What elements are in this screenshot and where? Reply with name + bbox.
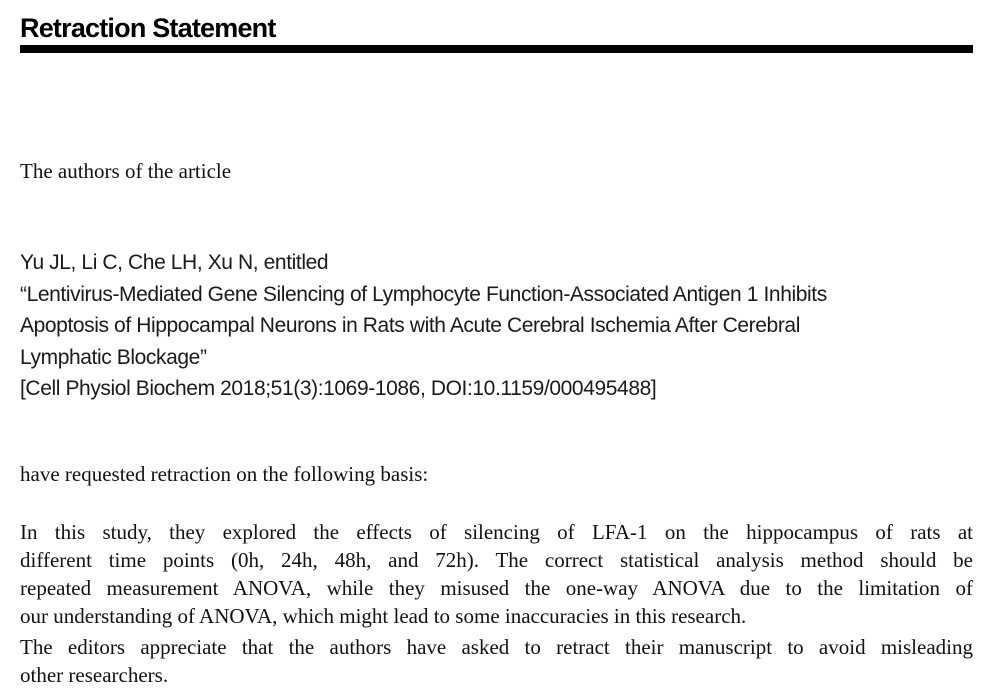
citation-reference-line: [Cell Physiol Biochem 2018;51(3):1069-1086, DOI:10.1159/000495488] [20, 377, 657, 400]
basis-paragraph: have requested retraction on the following basis: [20, 462, 429, 486]
retraction-basis-line: our understanding of ANOVA, which might lead to some inaccuracies in this research. [20, 604, 747, 628]
retraction-basis-paragraph [20, 518, 973, 630]
heading-rule [20, 45, 973, 53]
retraction-basis-line: In this study, they explored the effects of silencing of LFA-1 on the hippocampus of rats at [20, 520, 973, 544]
citation-authors-line: Yu JL, Li C, Che LH, Xu N, entitled [20, 251, 329, 274]
editors-note-line: The editors appreciate that the authors have asked to retract their manuscript to avoid misleading [20, 635, 973, 659]
retraction-basis-line: different time points (0h, 24h, 48h, and 72h). The correct statistical analysis method should be [20, 548, 973, 572]
editors-note-paragraph [20, 633, 973, 689]
citation-block [20, 247, 973, 405]
article-title-line: Apoptosis of Hippocampal Neurons in Rats with Acute Cerebral Ischemia After Cerebral [20, 314, 800, 337]
article-title-line: Lymphatic Blockage” [20, 345, 207, 369]
page-title: Retraction Statement [20, 13, 276, 43]
intro-paragraph: The authors of the article [20, 159, 232, 183]
retraction-basis-line: repeated measurement ANOVA, while they misused the one-way ANOVA due to the limitation of [20, 576, 973, 600]
editors-note-line: other researchers. [20, 663, 169, 687]
article-title-line: “Lentivirus-Mediated Gene Silencing of Lymphocyte Function-Associated Antigen 1 Inhibits [20, 282, 827, 306]
